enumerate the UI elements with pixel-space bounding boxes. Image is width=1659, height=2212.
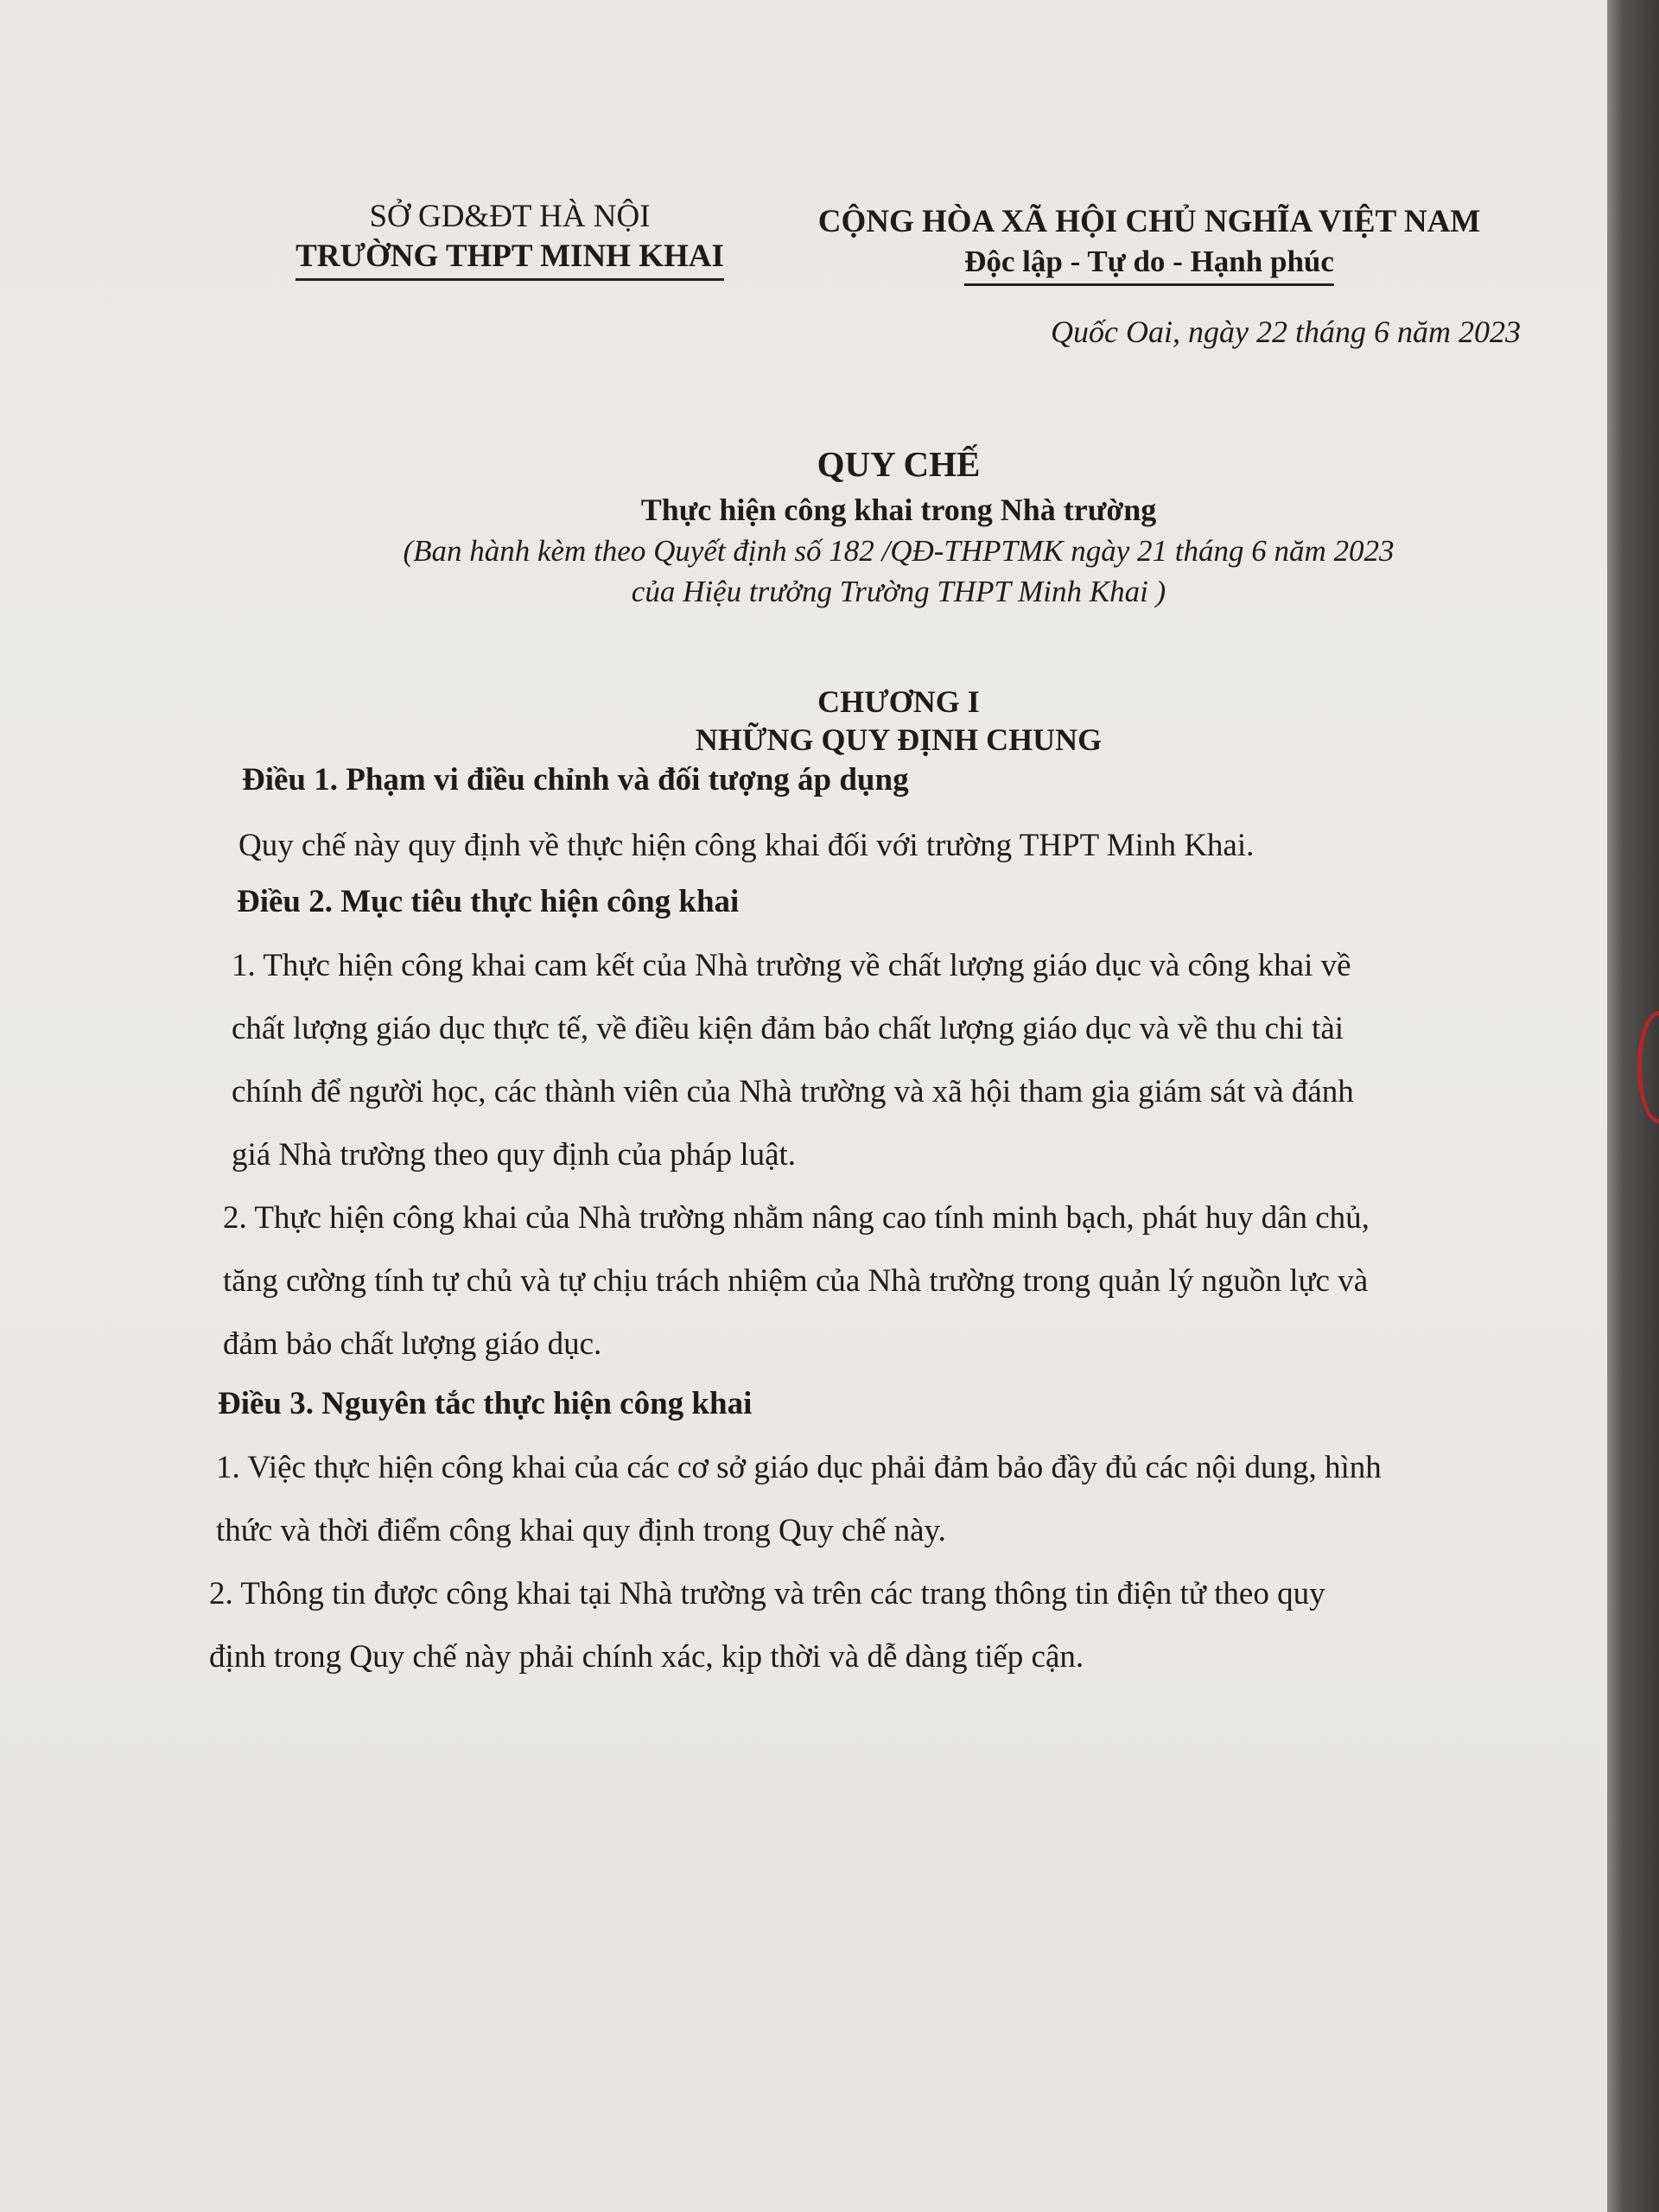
- article-3-paragraph-1: [216, 1436, 1607, 1562]
- issuance-note-line-2: của Hiệu trưởng Trường THPT Minh Khai ): [631, 575, 1166, 608]
- text-line: Quy chế này quy định về thực hiện công khai đối với trường THPT Minh Khai.: [238, 828, 1255, 863]
- school-name: TRƯỜNG THPT MINH KHAI: [296, 237, 724, 281]
- national-motto-block: [795, 202, 1503, 286]
- text-line: chất lượng giáo dục thực tế, về điều kiện đảm bảo chất lượng giáo dục và về thu chi tài: [232, 1011, 1344, 1046]
- chapter-number: CHƯƠNG I: [817, 684, 980, 719]
- text-line: 1. Việc thực hiện công khai của các cơ sở giáo dục phải đảm bảo đầy đủ các nội dung, hình: [216, 1450, 1382, 1485]
- article-1-heading: Điều 1. Phạm vi điều chỉnh và đối tượng áp dụng: [242, 762, 909, 798]
- country-name: CỘNG HÒA XÃ HỘI CHỦ NGHĨA VIỆT NAM: [817, 204, 1481, 239]
- article-2-paragraph-2: [223, 1186, 1607, 1376]
- text-line: chính để người học, các thành viên của Nhà trường và xã hội tham gia giám sát và đánh: [232, 1074, 1354, 1109]
- text-line: giá Nhà trường theo quy định của pháp luật.: [232, 1137, 797, 1173]
- article-2-heading: Điều 2. Mục tiêu thực hiện công khai: [237, 884, 740, 919]
- place-and-date: Quốc Oai, ngày 22 tháng 6 năm 2023: [1051, 315, 1521, 349]
- article-3-paragraph-2: [209, 1562, 1607, 1688]
- article-3-heading: Điều 3. Nguyên tắc thực hiện công khai: [218, 1386, 753, 1421]
- text-line: 1. Thực hiện công khai cam kết của Nhà trường về chất lượng giáo dục và công khai về: [232, 948, 1351, 983]
- text-line: tăng cường tính tự chủ và tự chịu trách nhiệm của Nhà trường trong quản lý nguồn lực và: [223, 1263, 1369, 1299]
- text-line: thức và thời điểm công khai quy định trong Quy chế này.: [216, 1513, 946, 1548]
- document-title: QUY CHẾ: [817, 444, 981, 484]
- department-name: SỞ GD&ĐT HÀ NỘI: [369, 199, 651, 234]
- article-1-paragraph: [238, 814, 1607, 877]
- text-line: 2. Thông tin được công khai tại Nhà trường và trên các trang thông tin điện tử theo quy: [209, 1576, 1325, 1611]
- document-title-block: [259, 439, 1538, 612]
- chapter-heading: [259, 683, 1538, 759]
- issuance-note-line-1: (Ban hành kèm theo Quyết định số 182 /QĐ-THPTMK ngày 21 tháng 6 năm 2023: [403, 534, 1395, 568]
- chapter-name: NHỮNG QUY ĐỊNH CHUNG: [695, 722, 1103, 757]
- text-line: 2. Thực hiện công khai của Nhà trường nhằm nâng cao tính minh bạch, phát huy dân chủ,: [223, 1200, 1370, 1236]
- text-line: đảm bảo chất lượng giáo dục.: [223, 1326, 602, 1362]
- text-line: định trong Quy chế này phải chính xác, kịp thời và dễ dàng tiếp cận.: [209, 1639, 1084, 1675]
- document-body: [209, 757, 1607, 1688]
- issuing-agency-block: [276, 197, 743, 281]
- document-subtitle: Thực hiện công khai trong Nhà trường: [640, 493, 1157, 527]
- article-2-paragraph-1: [232, 934, 1607, 1186]
- national-motto: Độc lập - Tự do - Hạnh phúc: [964, 242, 1334, 286]
